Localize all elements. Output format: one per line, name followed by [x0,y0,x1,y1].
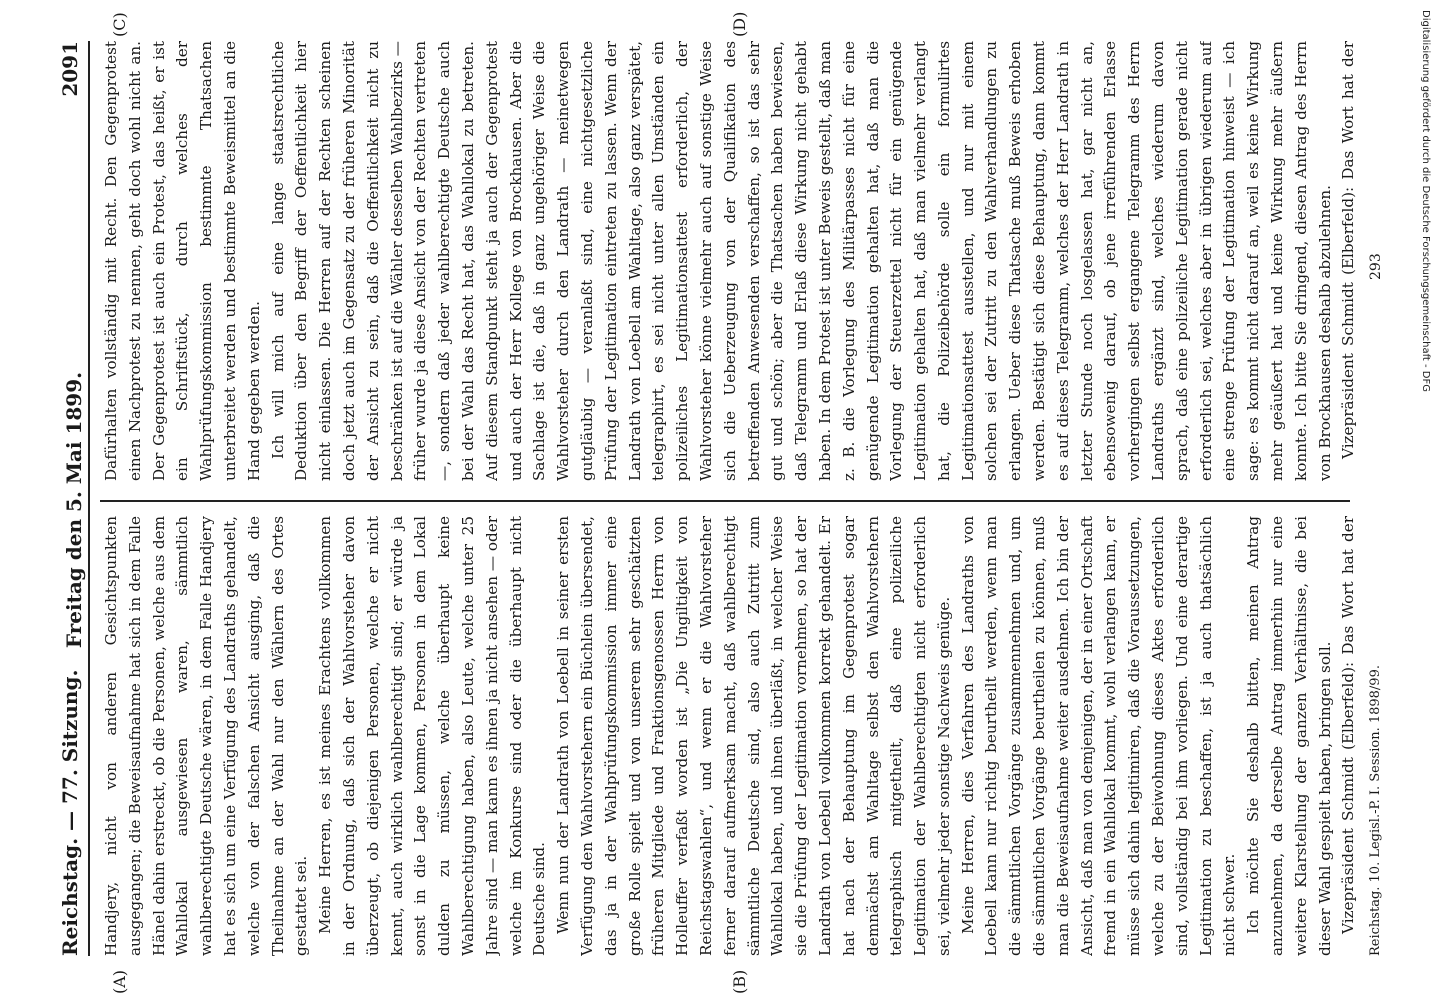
text-column-left [100,516,1360,956]
digitization-note [1418,10,1432,990]
header-left: Reichstag. — 77. Sitzung. [58,669,82,956]
margin-marker-d: (D) [730,11,749,37]
header-date: Freitag den 5. Mai 1899. [62,371,86,649]
paragraph: Meine Herren, es ist meines Erachtens vollkommen in der Ordnung, daß sich der Wahlvorsteher davon überzeugt, ob diejenigen Personen, welche er nicht kennt, auch wirklich wahlberechtigt sind; er würde ja sonst in die Lage kommen, Personen in dem Lokal dulden zu müssen, welche überhaupt keine Wahlberechtigung haben, also Leute, welche unter 25 Jahre sind — man kann es ihnen ja nicht ansehen — oder welche im Konkurse sind oder die überhaupt nicht Deutsche sind. [316,516,549,956]
paragraph: Ich möchte Sie deshalb bitten, meinen Antrag anzunehmen, da derselbe Antrag immerhin nur eine weitere Klarstellung der ganzen Verhältnisse, die bei dieser Wahl gespielt haben, bringen soll. [1244,516,1334,956]
header-page-number: 2091 [58,41,82,97]
paragraph: Handjery, nicht von anderen Gesichtspunkten ausgegangen; die Beweisaufnahme hat sich in dem Falle Hänel dahin erstreckt, ob die Personen, welche aus dem Wahllokal ausgewiesen waren, sämmtlich wahlberechtigte Deutsche wären, in dem Falle Handjery hat es sich um eine Verfügung des Landraths gehandelt, welche von der falschen Ansicht ausging, daß die Theilnahme an der Wahl nur den Wählern des Ortes gestattet sei. [102,516,311,956]
paragraph: Vizepräsident Schmidt (Elberfeld): Das Wort hat der [1339,41,1358,459]
paragraph: Meine Herren, dies Verfahren des Landraths von Loebell kann nur richtig beurtheilt werden, wenn man die sämmtlichen Vorgänge zusammennehmen und, um die sämmtlichen Vorgänge beurtheilen zu können, muß man die Beweisaufnahme weiter ausdehnen. Ich bin der Ansicht, daß man von demjenigen, der in einer Ortschaft fremd in ein Wahllokal kommt, wohl verlangen kann, er müsse sich dahin legitimiren, daß die Voraussetzungen, welche zu der Beiwohnung dieses Aktes erforderlich sind, vollständig bei ihm vorliegen. Und eine derartige Legitimation zu beschaffen, ist ja auch thatsächlich nicht schwer. [958,516,1239,956]
margin-marker-b: (B) [730,969,749,994]
margin-marker-c: (C) [110,12,129,37]
paragraph: Ich will mich auf eine lange staatsrechtliche Deduktion über den Begriff der Oeffentlichkeit hier nicht einlassen. Die Herren auf der Rechten scheinen doch jetzt auch im Gegensatz zu der früheren Minorität der Ansicht zu sein, daß die Oeffentlichkeit nicht zu beschränken ist auf die Wähler desselben Wahlbezirks — früher wurde ja diese Ansicht von der Rechten vertreten —, sondern daß jeder wahlberechtigte Deutsche auch bei der Wahl das Recht hat, das Wahllokal zu betreten. Auf diesem Standpunkt steht ja auch der Gegenprotest und auch der Herr Kollege von Brockhausen. Aber die Sachlage ist die, daß in ganz ungehöriger Weise die Wahlvorsteher durch den Landrath — meinetwegen gutgläubig — veranlaßt sind, eine nichtgesetzliche Prüfung der Legitimation eintreten zu lassen. Wenn der Landrath von Loebell am Wahltage, also ganz verspätet, telegraphirt, es sei nicht unter allen Umständen ein polizeiliches Legitimationsattest erforderlich, der Wahlvorsteher könne vielmehr auch auf sonstige Weise sich die Ueberzeugung von der Qualifikation des betreffenden Anwesenden verschaffen, so ist das sehr gut und schön; aber die Thatsachen haben bewiesen, daß Telegramm und Erlaß diese Wirkung nicht gehabt haben. In dem Protest ist unter Beweis gestellt, daß man z. B. die Vorlegung des Militärpasses nicht für eine genügende Legitimation gehalten hat, daß man die Vorlegung der Steuerzettel nicht für ein genügende Legitimation gehalten hat, daß man vielmehr verlangt hat, die Polizeibehörde solle ein formulirtes Legitimationsattest ausstellen, und nur mit einem solchen sei der Zutritt zu den Wahlverhandlungen zu erlangen. Ueber diese Thatsache muß Beweis erhoben werden. Bestätigt sich diese Behauptung, dann kommt es auf dieses Telegramm, welches der Herr Landrath in letzter Stunde noch losgelassen hat, gar nicht an, ebensowenig darauf, ob jene irreführenden Erlasse vorhergingen selbst ergangene Telegramm des Herrn Landraths ergänzt sind, welches wiederum davon sprach, daß eine polizeiliche Legitimation gerade nicht erforderlich sei, welches aber in übrigen wiederum auf eine strenge Prüfung der Legitimation hinweist — ich sage: es kommt nicht darauf an, weil es keine Wirkung mehr geäußert hat und keine Wirkung mehr äußern konnte. Ich bitte Sie dringend, diesen Antrag des Herrn von Brockhausen deshalb abzulehnen. [268,41,1334,481]
paragraph: Wenn nun der Landrath von Loebell in seiner ersten Verfügung den Wahlvorstehern ein Büchlein übersendet, das ja in der Wahlprüfungskommission immer eine große Rolle spielt und von unserem sehr geschätzten früheren Mitgliede und Fraktionsgenossen Herrn von Holleuffer verfaßt worden ist „Die Ungiltigkeit von Reichstagswahlen“, und wenn er die Wahlvorsteher ferner darauf aufmerksam macht, daß wahlberechtigt sämmtliche Deutsche sind, also auch Zutritt zum Wahllokal haben, und ihnen überläßt, in welcher Weise sie die Prüfung der Legitimation vornehmen, so hat der Landrath von Loebell vollkommen korrekt gehandelt. Er hat nach der Behauptung im Gegenprotest sogar demnächst am Wahltage selbst den Wahlvorstehern telegraphisch mitgetheilt, daß eine polizeiliche Legitimation der Wahlberechtigten nicht erforderlich sei, vielmehr jeder sonstige Nachweis genüge. [554,516,953,956]
signature-number: 293 [1368,253,1384,280]
margin-marker-a: (A) [110,969,129,994]
paragraph: Dafürhalten vollständig mit Recht. Den Gegenprotest einen Nachprotest zu nennen, geht doch wohl nicht an. Der Gegenprotest ist auch ein Protest, das heißt, er ist ein Schriftstück, durch welches der Wahlprüfungskommission bestimmte Thatsachen unterbreitet werden und bestimmte Beweismittel an die Hand gegeben werden. [102,41,263,481]
text-column-right [100,41,1360,481]
paragraph: Vizepräsident Schmidt (Elberfeld): Das Wort hat der [1339,516,1358,934]
page-footer: Reichstag. 10. Legisl.-P. I. Session. 1898/99. [1368,665,1383,956]
digitization-note-text: Digitalisierung gefördert durch die Deutsche Forschungsgemeinschaft - DFG [1420,10,1431,393]
column-divider [100,500,1350,502]
header-center-date [62,300,92,720]
